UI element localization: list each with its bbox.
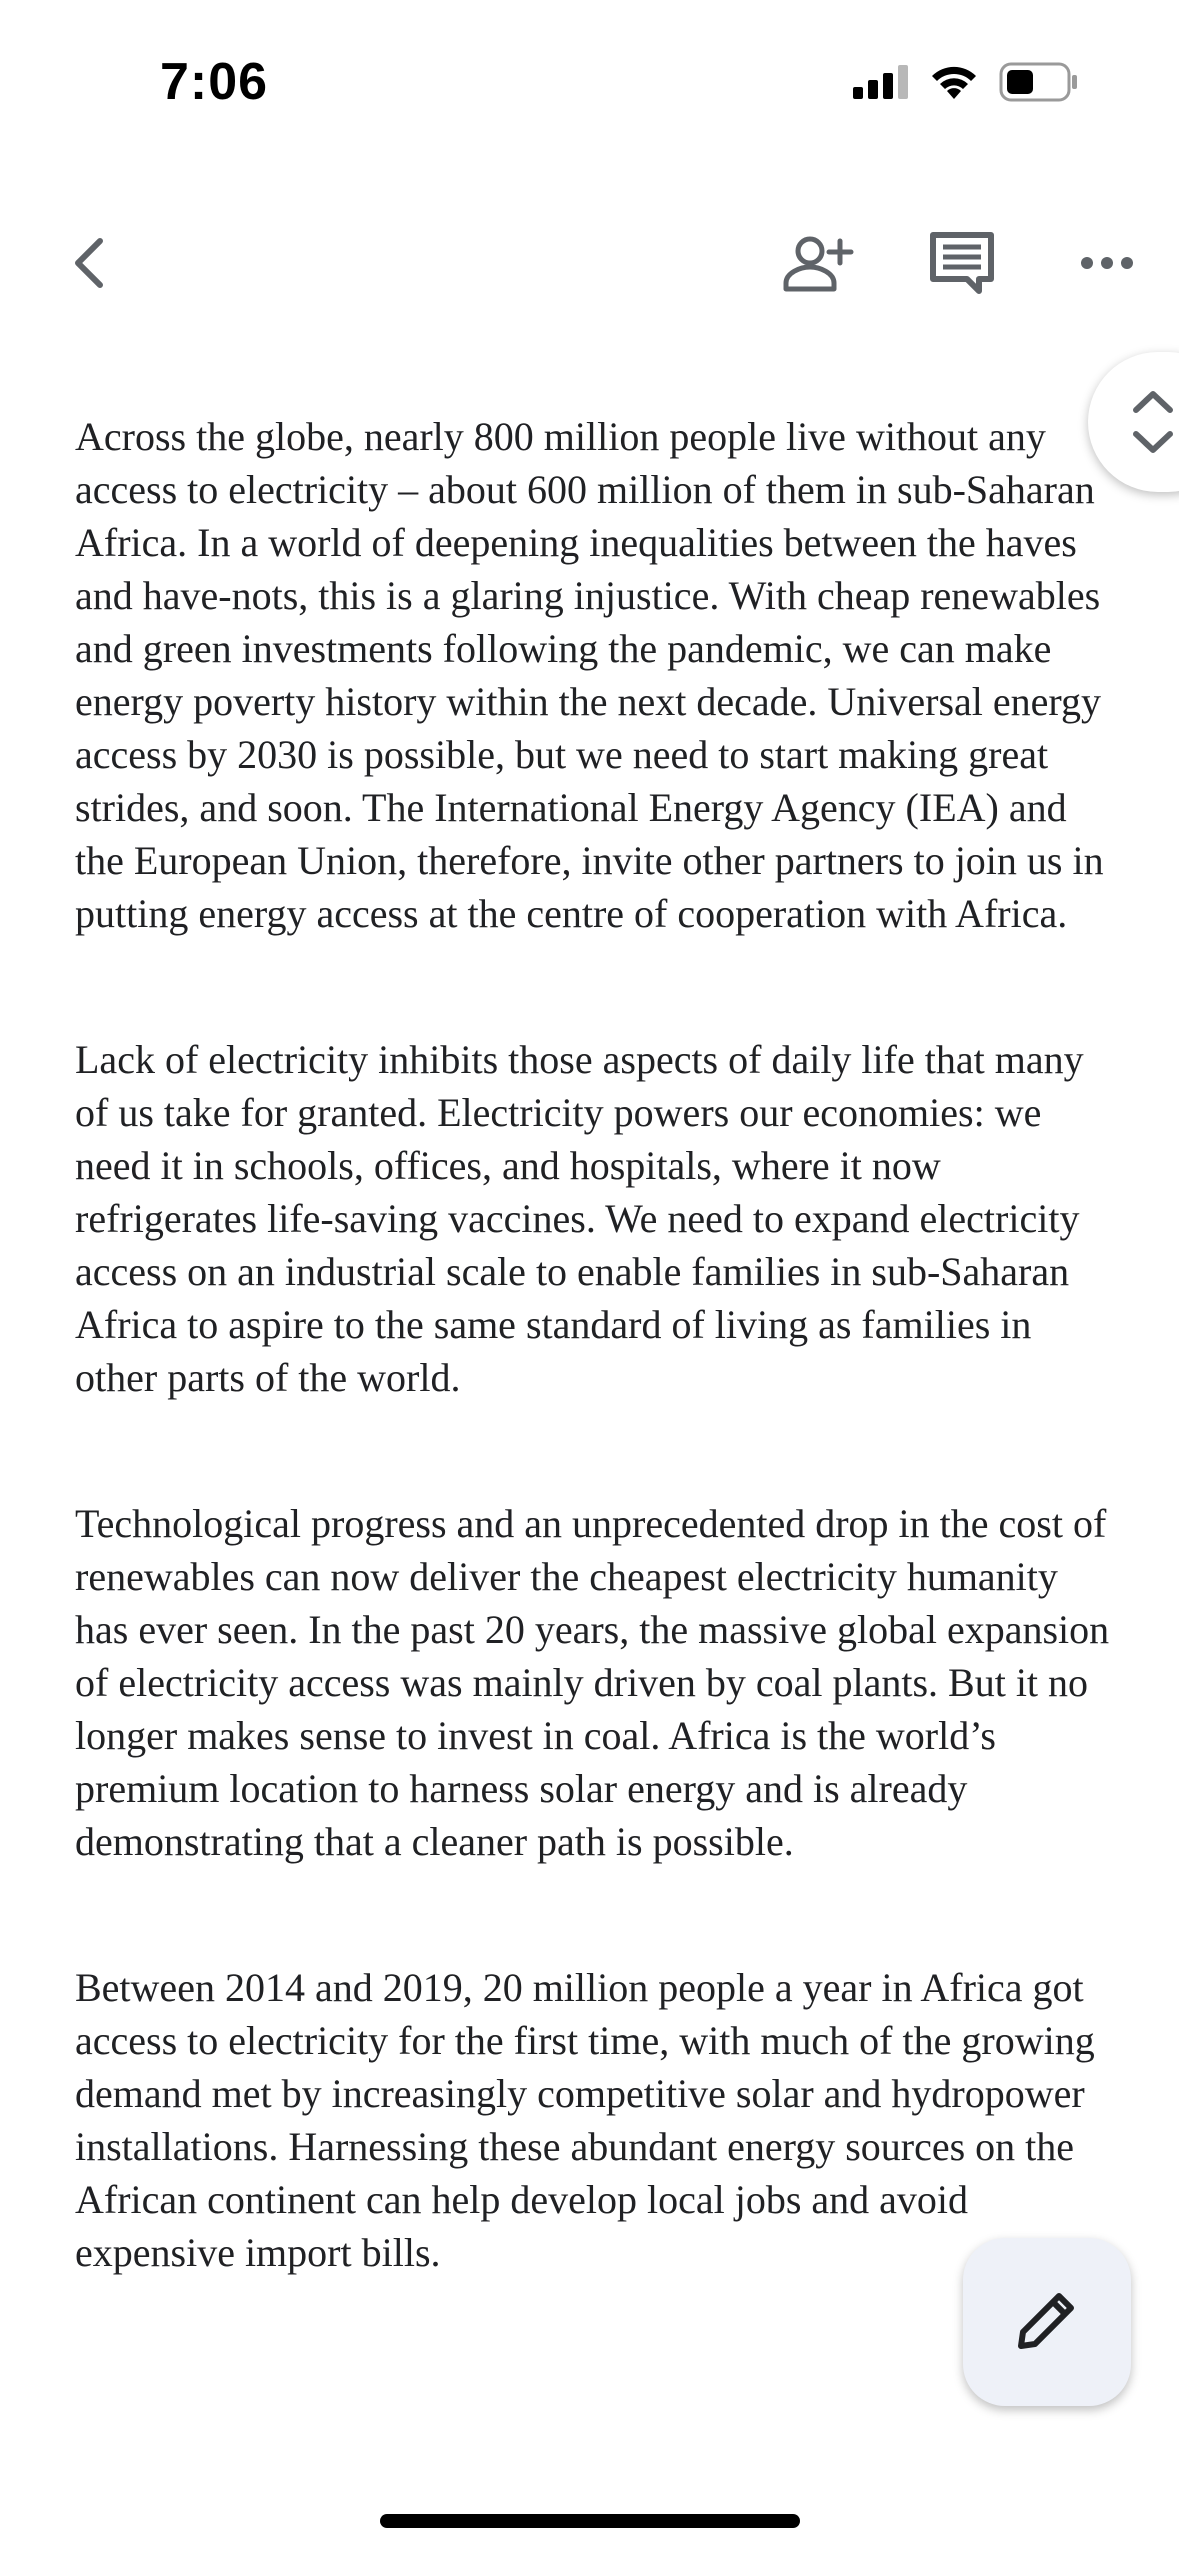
share-add-people-button[interactable] — [778, 230, 858, 300]
home-indicator[interactable] — [380, 2514, 800, 2528]
status-icons — [853, 60, 1079, 108]
more-icon — [1079, 255, 1135, 276]
status-time: 7:06 — [160, 53, 269, 111]
paragraph[interactable]: Between 2014 and 2019, 20 million people a year in Africa got access to electricity for the first time, with much of the growing demand met by increasingly competitive solar and hydropower installations. Harnessing these abundant energy sources on the African continent can help develop local jobs and avoid expensive import bills. — [75, 1965, 1095, 2275]
back-button[interactable] — [50, 230, 130, 300]
add-person-icon — [782, 233, 854, 298]
paragraph[interactable]: Technological progress and an unprecedented drop in the cost of renewables can now deliver the cheapest electricity humanity has ever seen. In the past 20 years, the massive global expansion of electricity access was mainly driven by coal plants. But it no longer makes sense to invest in coal. Africa is the world’s premium location to harness solar energy and is already demonstrating that a cleaner path is possible. — [75, 1501, 1110, 1864]
paragraph[interactable]: Across the globe, nearly 800 million people live without any access to electricity – about 600 million of them in sub-Saharan Africa. In a world of deepening inequalities between the haves and have-nots, this is a glaring injustice. With cheap renewables and green investments following the pandemic, we can make energy poverty history within the next decade. Universal energy access by 2030 is possible, but we need to start making great strides, and soon. The International Energy Agency (IEA) and the European Union, therefore, invite other partners to join us in putting energy access at the centre of cooperation with Africa. — [75, 414, 1104, 936]
document-body[interactable] — [75, 410, 1115, 2372]
chevron-up-icon[interactable] — [1136, 394, 1170, 410]
edit-button[interactable] — [963, 2238, 1131, 2406]
paragraph[interactable]: Lack of electricity inhibits those aspects of daily life that many of us take for granted. Electricity powers our economies: we need it in schools, offices, and hospitals, where it now refrigerates life-saving vaccines. We need to expand electricity access on an industrial scale to enable families in sub-Saharan Africa to aspire to the same standard of living as families in other parts of the world. — [75, 1037, 1084, 1400]
more-options-button[interactable] — [1067, 230, 1147, 300]
comments-button[interactable] — [922, 230, 1002, 300]
battery-icon — [999, 62, 1079, 107]
edit-pencil-icon — [1011, 2284, 1083, 2361]
chevron-down-icon[interactable] — [1136, 434, 1170, 450]
status-bar — [0, 0, 1179, 140]
wifi-icon — [929, 63, 979, 106]
cellular-signal-icon — [853, 65, 909, 104]
back-icon — [70, 233, 110, 298]
comment-icon — [929, 231, 995, 300]
document-toolbar — [0, 210, 1179, 320]
